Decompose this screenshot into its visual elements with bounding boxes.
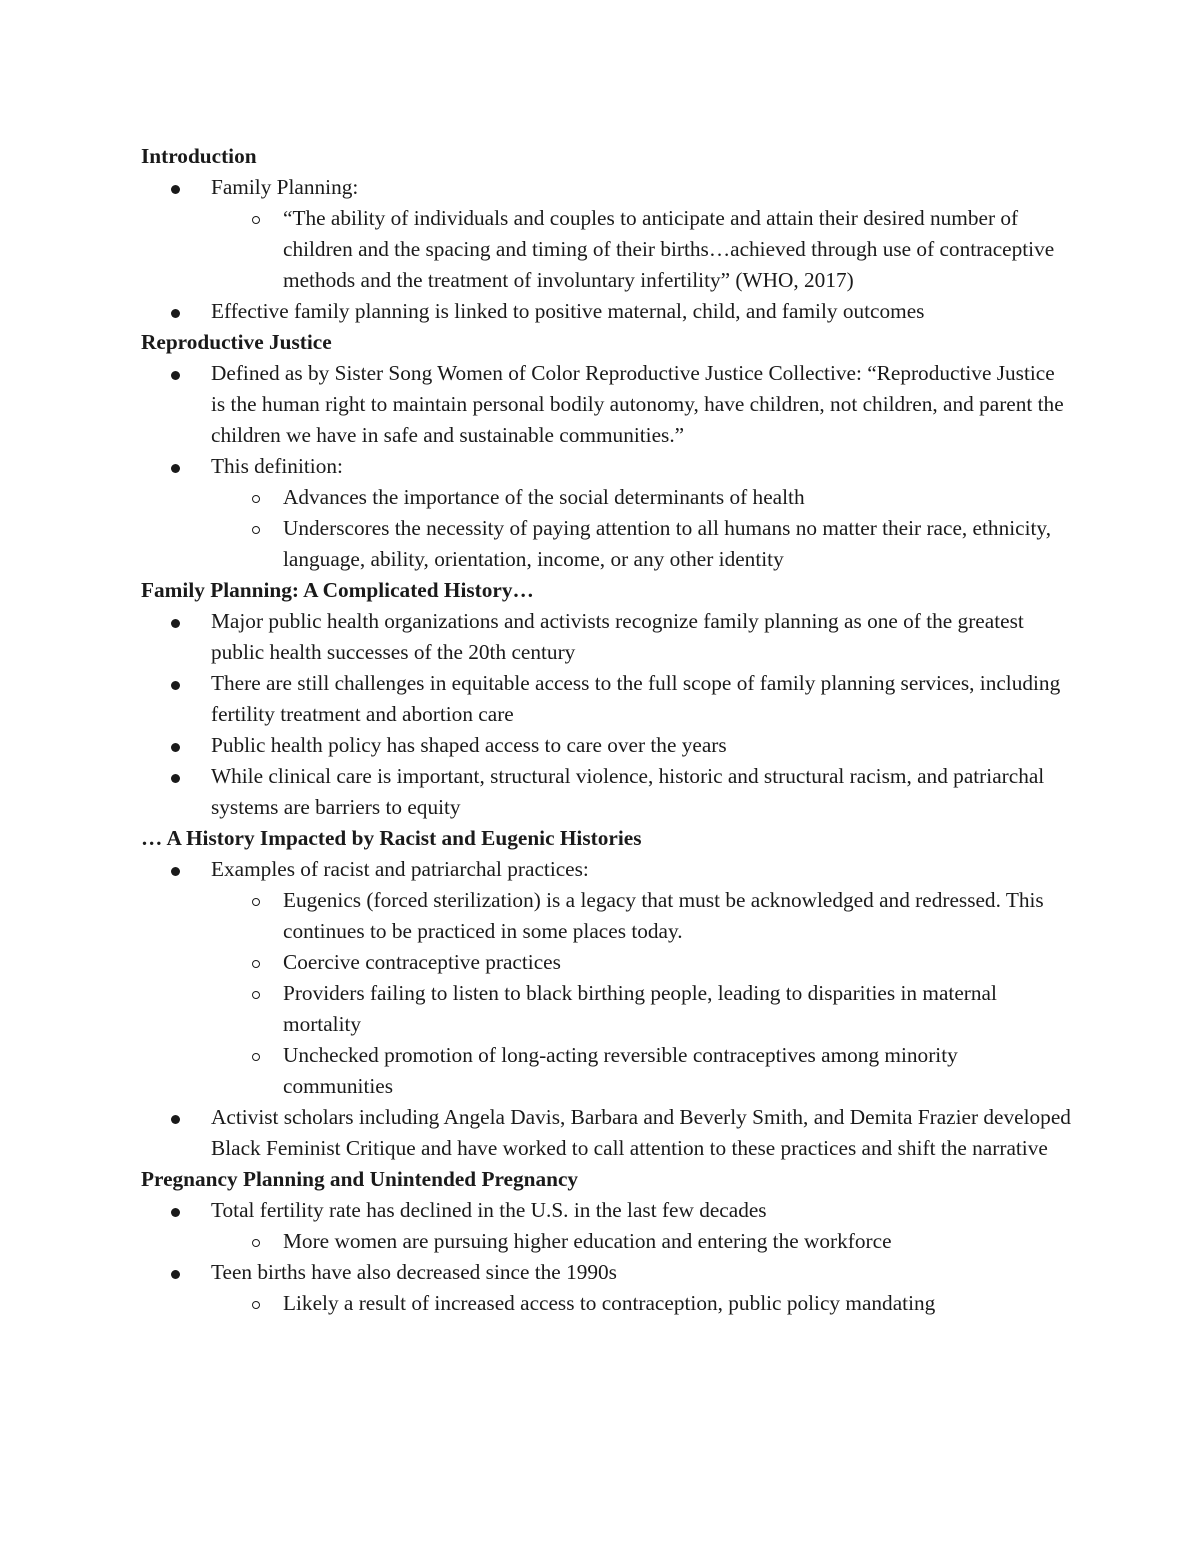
bullet-list (141, 1195, 1071, 1319)
section-heading: Introduction (141, 144, 257, 168)
sub-list-item-text: Coercive contraceptive practices (283, 950, 561, 974)
sub-list-item (141, 1040, 1071, 1102)
section-heading: Pregnancy Planning and Unintended Pregnancy (141, 1167, 579, 1191)
list-item (141, 730, 1071, 761)
list-item (141, 606, 1071, 668)
list-item (141, 854, 1071, 1102)
list-item (141, 1257, 1071, 1319)
sub-list-item-text: Likely a result of increased access to contraception, public policy mandating (283, 1291, 936, 1315)
list-item-text: Activist scholars including Angela Davis, Barbara and Beverly Smith, and Demita Frazier developed Black Feminist Critique and have worked to call attention to these practices and shift the narrative (211, 1105, 1071, 1160)
bullet-icon (171, 371, 180, 380)
list-item (141, 668, 1071, 730)
sub-list-item-text: More women are pursuing higher education and entering the workforce (283, 1229, 892, 1253)
list-item (141, 761, 1071, 823)
bullet-icon (171, 1115, 180, 1124)
bullet-icon (171, 1208, 180, 1217)
bullet-list (141, 854, 1071, 1164)
bullet-icon (171, 309, 180, 318)
bullet-icon (171, 774, 180, 783)
bullet-icon (171, 743, 180, 752)
list-item (141, 1195, 1071, 1257)
sub-list (211, 885, 1071, 1102)
sub-list-item (141, 885, 1071, 947)
sub-list-item (141, 482, 1071, 513)
document-page (141, 141, 1071, 1319)
section-heading: Family Planning: A Complicated History… (141, 578, 534, 602)
list-item-text: Effective family planning is linked to positive maternal, child, and family outcomes (211, 299, 925, 323)
list-item-text: Major public health organizations and activists recognize family planning as one of the greatest public health successes of the 20th century (211, 609, 1024, 664)
list-item (141, 1102, 1071, 1164)
circle-bullet-icon (252, 1301, 260, 1309)
section-heading: Reproductive Justice (141, 330, 332, 354)
list-item-text: Examples of racist and patriarchal practices: (211, 857, 589, 881)
circle-bullet-icon (252, 991, 260, 999)
list-item-text: There are still challenges in equitable access to the full scope of family planning services, including fertility treatment and abortion care (211, 671, 1061, 726)
sub-list-item-text: Eugenics (forced sterilization) is a legacy that must be acknowledged and redressed. This continues to be practiced in some places today. (283, 888, 1044, 943)
circle-bullet-icon (252, 1239, 260, 1247)
list-item (141, 172, 1071, 296)
circle-bullet-icon (252, 216, 260, 224)
sub-list-item-text: Advances the importance of the social determinants of health (283, 485, 805, 509)
bullet-list (141, 358, 1071, 575)
sub-list-item (141, 978, 1071, 1040)
bullet-list (141, 172, 1071, 327)
sub-list-item-text: “The ability of individuals and couples to anticipate and attain their desired number of children and the spacing and timing of their births…achieved through use of contraceptive methods and the treatment of involuntary infertility” (WHO, 2017) (283, 206, 1055, 292)
list-item-text: Family Planning: (211, 175, 359, 199)
bullet-icon (171, 867, 180, 876)
circle-bullet-icon (252, 898, 260, 906)
list-item-text: Teen births have also decreased since the 1990s (211, 1260, 617, 1284)
list-item-text: Public health policy has shaped access to care over the years (211, 733, 727, 757)
sub-list-item-text: Underscores the necessity of paying attention to all humans no matter their race, ethnicity, language, ability, orientation, income, or any other identity (283, 516, 1052, 571)
bullet-icon (171, 619, 180, 628)
circle-bullet-icon (252, 495, 260, 503)
circle-bullet-icon (252, 1053, 260, 1061)
sub-list (211, 482, 1071, 575)
bullet-icon (171, 1270, 180, 1279)
sub-list-item (141, 1288, 1071, 1319)
circle-bullet-icon (252, 526, 260, 534)
sub-list (211, 203, 1071, 296)
sub-list-item-text: Unchecked promotion of long-acting reversible contraceptives among minority communities (283, 1043, 958, 1098)
sub-list-item (141, 203, 1071, 296)
list-item-text: This definition: (211, 454, 343, 478)
bullet-icon (171, 681, 180, 690)
list-item (141, 358, 1071, 451)
bullet-icon (171, 464, 180, 473)
sub-list-item (141, 513, 1071, 575)
sub-list (211, 1288, 1071, 1319)
list-item-text: Total fertility rate has declined in the U.S. in the last few decades (211, 1198, 767, 1222)
section-heading: … A History Impacted by Racist and Eugenic Histories (141, 826, 642, 850)
list-item (141, 451, 1071, 575)
bullet-icon (171, 185, 180, 194)
sub-list (211, 1226, 1071, 1257)
sub-list-item-text: Providers failing to listen to black birthing people, leading to disparities in maternal mortality (283, 981, 997, 1036)
sub-list-item (141, 947, 1071, 978)
list-item (141, 296, 1071, 327)
bullet-list (141, 606, 1071, 823)
list-item-text: Defined as by Sister Song Women of Color Reproductive Justice Collective: “Reproductive Justice is the human right to maintain personal bodily autonomy, have children, not children, and parent the children we have in safe and sustainable communities.” (211, 361, 1064, 447)
sub-list-item (141, 1226, 1071, 1257)
list-item-text: While clinical care is important, structural violence, historic and structural racism, and patriarchal systems are barriers to equity (211, 764, 1045, 819)
circle-bullet-icon (252, 960, 260, 968)
